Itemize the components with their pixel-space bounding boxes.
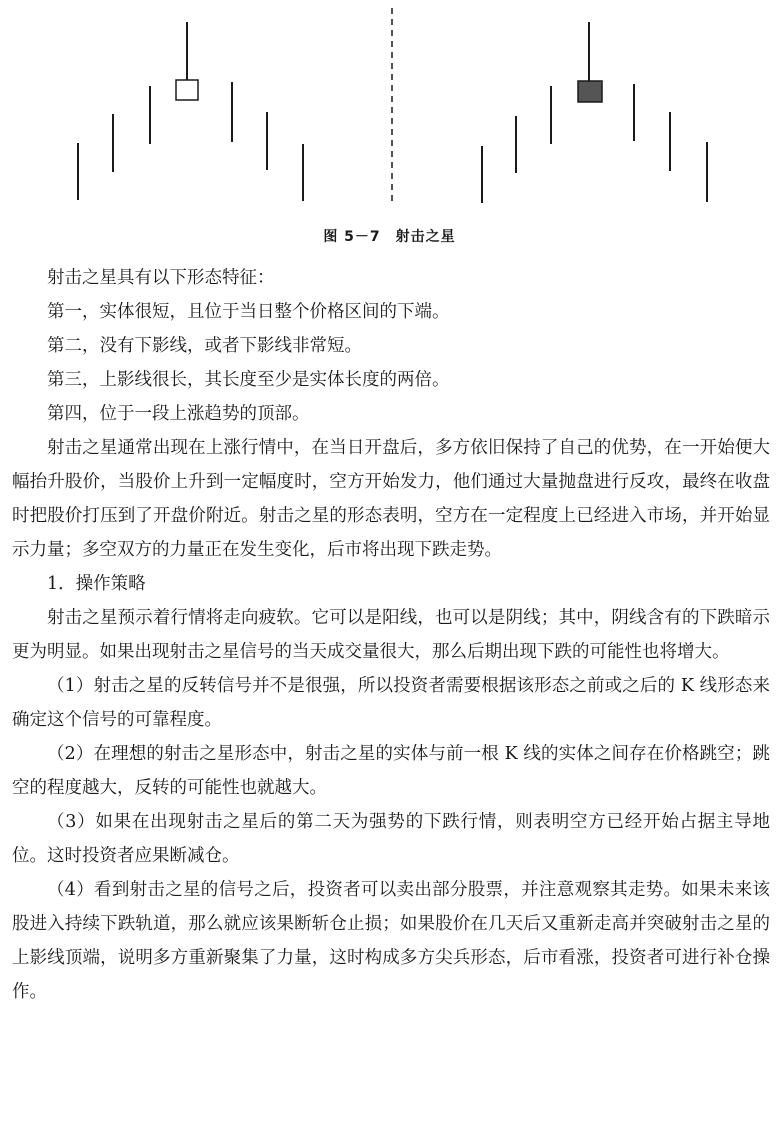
paragraph-feature-1: 第一，实体很短，且位于当日整个价格区间的下端。 bbox=[47, 302, 450, 322]
paragraph-point-4: （4）看到射击之星的信号之后，投资者可以卖出部分股票，并注意观察其走势。如果未来该股进入持续下跌轨道，那么就应该果断斩仓止损；如果股价在几天后又重新走高并突破射击之星的上影线顶端，说明多方重新聚集了力量，这时构成多方尖兵形态，后市看涨，投资者可进行补仓操作。 bbox=[12, 880, 770, 1002]
paragraph-point-1: （1）射击之星的反转信号并不是很强，所以投资者需要根据该形态之前或之后的 K 线形态来确定这个信号的可靠程度。 bbox=[12, 676, 770, 730]
body-text bbox=[12, 261, 770, 1009]
paragraph-feature-4: 第四，位于一段上涨趋势的顶部。 bbox=[47, 404, 310, 424]
candlestick-figure bbox=[0, 0, 779, 210]
paragraph-intro: 射击之星具有以下形态特征： bbox=[47, 268, 275, 288]
figure-caption: 图 5－7 射击之星 bbox=[323, 229, 456, 245]
section-heading-strategy: 1．操作策略 bbox=[47, 574, 146, 594]
paragraph-point-2: （2）在理想的射击之星形态中，射击之星的实体与前一根 K 线的实体之间存在价格跳空；跳空的程度越大，反转的可能性也就越大。 bbox=[12, 744, 770, 798]
paragraph-point-3: （3）如果在出现射击之星后的第二天为强势的下跌行情，则表明空方已经开始占据主导地位。这时投资者应果断减仓。 bbox=[12, 812, 770, 866]
paragraph-feature-2: 第二，没有下影线，或者下影线非常短。 bbox=[47, 336, 362, 356]
shooting-star-filled-body bbox=[578, 81, 602, 102]
paragraph-strategy: 射击之星预示着行情将走向疲软。它可以是阳线，也可以是阴线；其中，阴线含有的下跌暗示更为明显。如果出现射击之星信号的当天成交量很大，那么后期出现下跌的可能性也将增大。 bbox=[12, 608, 770, 662]
shooting-star-diagram bbox=[0, 0, 779, 210]
right-pattern bbox=[482, 22, 707, 203]
paragraph-feature-3: 第三，上影线很长，其长度至少是实体长度的两倍。 bbox=[47, 370, 450, 390]
paragraph-description: 射击之星通常出现在上涨行情中，在当日开盘后，多方依旧保持了自己的优势，在一开始便大幅抬升股价，当股价上升到一定幅度时，空方开始发力，他们通过大量抛盘进行反攻，最终在收盘时把股价打压到了开盘价附近。射击之星的形态表明，空方在一定程度上已经进入市场，并开始显示力量；多空双方的力量正在发生变化，后市将出现下跌走势。 bbox=[12, 438, 770, 560]
left-pattern bbox=[78, 22, 303, 201]
shooting-star-hollow-body bbox=[176, 80, 198, 100]
